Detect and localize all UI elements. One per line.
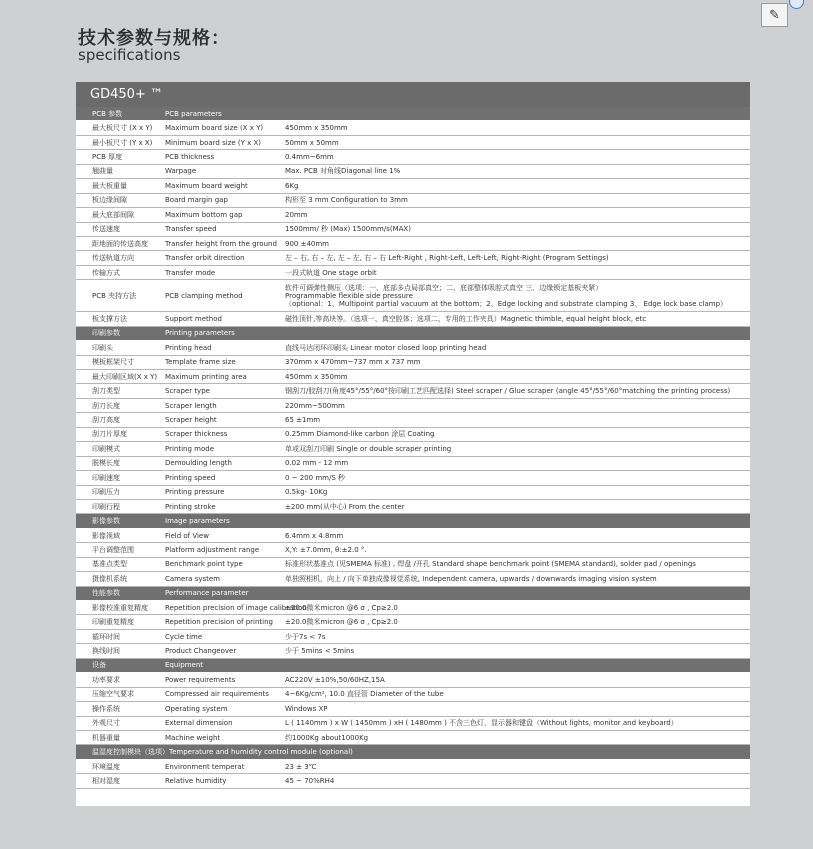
param-name-en: Environment temperat [165, 762, 245, 771]
spec-row [76, 356, 750, 370]
param-value: Windows XP [285, 704, 328, 713]
param-name-en: PCB clamping method [165, 291, 243, 300]
param-name-en: Scraper thickness [165, 430, 228, 439]
param-name-cn: 传送速度 [92, 225, 120, 234]
page-subtitle: specifications [78, 46, 181, 64]
spec-row [76, 121, 750, 135]
param-value: 1500mm/ 秒 (Max) 1500mm/s(MAX) [285, 225, 411, 234]
edit-button[interactable] [761, 3, 788, 27]
param-name-en: Scraper length [165, 401, 217, 410]
param-name-cn: 刮刀类型 [92, 387, 120, 396]
param-name-en: Compressed air requirements [165, 690, 269, 699]
spec-row [76, 673, 750, 687]
param-name-en: Product Changeover [165, 647, 237, 656]
param-value: 一段式轨道 One stage orbit [285, 268, 377, 277]
param-value: 左 – 右, 右 – 左, 左 – 左, 右 – 右 Left-Right , Right-Left, Left-Left, Right-Right (Program Settings) [285, 254, 609, 263]
param-name-cn: 板边缘间隙 [92, 196, 127, 205]
param-name-en: Board margin gap [165, 196, 228, 205]
param-value: 少于 5mins < 5mins [285, 647, 355, 656]
param-name-en: Repetition precision of image calibration [165, 603, 307, 612]
param-value: ±20.0微米micron @6 σ , Cp≥2.0 [285, 618, 398, 627]
param-name-cn: 基准点类型 [92, 560, 127, 569]
param-name-cn: 机器重量 [92, 733, 120, 742]
section-header [76, 327, 750, 341]
param-name-cn: 刮刀片厚度 [92, 430, 127, 439]
param-value: 450mm x 350mm [285, 124, 348, 133]
param-name-cn: PCB 夹持方法 [92, 291, 137, 300]
spec-row [76, 266, 750, 280]
param-value: X,Y: ±7.0mm, θ:±2.0 °. [285, 545, 367, 554]
param-name-en: Maximum bottom gap [165, 210, 243, 219]
param-name-en: Scraper height [165, 416, 217, 425]
spec-row [76, 702, 750, 716]
section-title: 温湿度控制模块（选项）Temperature and humidity control module (optional) [92, 748, 353, 757]
param-name-cn: 印刷压力 [92, 488, 120, 497]
param-name-cn: 影像校准重复精度 [92, 603, 148, 612]
param-name-cn: 脱模长度 [92, 459, 120, 468]
param-name-cn: 板支撑方法 [92, 314, 127, 323]
spec-row [76, 630, 750, 644]
param-name-en: Machine weight [165, 733, 221, 742]
section-title-en: Equipment [165, 661, 203, 670]
spec-row [76, 558, 750, 572]
param-name-en: Cycle time [165, 632, 203, 641]
param-value: 0.25mm Diamond-like carbon 涂层 Coating [285, 430, 435, 439]
param-name-en: Printing mode [165, 444, 215, 453]
param-value: 标准形状基准点 (见SMEMA 标准) , 焊盘 /开孔 Standard shape benchmark point (SMEMA standard), solder pad / openings [285, 560, 696, 569]
param-value: 370mm x 470mm~737 mm x 737 mm [285, 358, 421, 367]
param-name-cn: 传输方式 [92, 268, 120, 277]
spec-row [76, 471, 750, 485]
section-title-en: PCB parameters [165, 109, 222, 118]
param-name-en: Relative humidity [165, 776, 227, 785]
spec-row [76, 223, 750, 237]
param-value: 少于7s < 7s [285, 632, 326, 641]
section-title-cn: 性能参数 [92, 589, 120, 598]
spec-row [76, 251, 750, 265]
param-name-cn: 传送轨道方向 [92, 254, 134, 263]
param-name-cn: 模板框架尺寸 [92, 358, 134, 367]
section-title-en: Image parameters [165, 517, 230, 526]
param-name-en: Transfer height from the ground [165, 239, 277, 248]
param-value: 直线马达闭环印刷头 Linear motor closed loop printing head [285, 343, 487, 352]
param-name-en: Maximum board weight [165, 181, 248, 190]
spec-row [76, 688, 750, 702]
spec-row [76, 500, 750, 514]
param-value: 900 ±40mm [285, 239, 329, 248]
param-value: 220mm~500mm [285, 401, 345, 410]
param-name-cn: 相对湿度 [92, 776, 120, 785]
param-name-en: Printing stroke [165, 502, 216, 511]
spec-row [76, 572, 750, 586]
param-name-cn: 刮刀长度 [92, 401, 120, 410]
section-title-cn: 设备 [92, 661, 106, 670]
param-value: ±10.0微米micron @6 σ , Cp≥2.0 [285, 603, 398, 612]
spec-row [76, 543, 750, 557]
param-name-cn: 印刷模式 [92, 444, 120, 453]
param-name-en: Demoulding length [165, 459, 232, 468]
section-title-cn: 印刷参数 [92, 329, 120, 338]
section-title-cn: PCB 参数 [92, 109, 123, 118]
spec-row [76, 413, 750, 427]
spec-row [76, 384, 750, 398]
param-value: 单独照相机，向上 / 向下单独成像视觉系统, Independent camera, upwards / downwards imaging vision system [285, 574, 657, 583]
param-value: 23 ± 3℃ [285, 762, 317, 771]
param-name-en: Warpage [165, 167, 197, 176]
param-name-cn: 操作系统 [92, 704, 120, 713]
param-value: 20mm [285, 210, 308, 219]
param-value: 65 ±1mm [285, 416, 321, 425]
param-value: 6Kg [285, 181, 299, 190]
param-value: 6.4mm x 4.8mm [285, 531, 344, 540]
param-value: 0.4mm~6mm [285, 153, 334, 162]
section-header [76, 659, 750, 673]
param-name-en: Transfer speed [165, 225, 217, 234]
param-name-cn: 翘曲量 [92, 167, 113, 176]
param-name-en: PCB thickness [165, 153, 215, 162]
param-name-cn: 功率要求 [92, 675, 120, 684]
spec-row [76, 428, 750, 442]
param-name-cn: 压缩空气要求 [92, 690, 134, 699]
indicator-dot [789, 0, 804, 9]
param-name-cn: 影像视域 [92, 531, 120, 540]
param-value: 4~6Kg/cm², 10.0 直径管 Diameter of the tube [285, 690, 444, 699]
param-value: 软件可调弹性侧压（选项：一、底部多点局部真空；二、底部整体吸腔式真空 三、边缘锁定基板夹紧） Programmable flexible side pressure （optional：1、Multipoint partial vacuum at the bottom；2、Edge locking and substrate clamping 3、 Edge lock base clamp） [285, 283, 728, 308]
param-name-en: Minimum board size (Y x X) [165, 138, 262, 147]
model-header: GD450+ ™ [76, 82, 750, 107]
spec-row [76, 529, 750, 543]
spec-row [76, 208, 750, 222]
section-title-en: Printing parameters [165, 329, 235, 338]
param-name-cn: 换线时间 [92, 647, 120, 656]
param-value: 45 ~ 70%RH4 [285, 776, 335, 785]
spec-row [76, 280, 750, 312]
param-name-en: External dimension [165, 719, 233, 728]
spec-table [76, 107, 750, 789]
spec-row [76, 731, 750, 745]
param-name-cn: 环境温度 [92, 762, 120, 771]
param-name-en: Printing pressure [165, 488, 225, 497]
spec-row [76, 136, 750, 150]
spec-row [76, 644, 750, 658]
param-name-en: Power requirements [165, 675, 236, 684]
param-name-en: Benchmark point type [165, 560, 243, 569]
param-name-cn: 最大板重量 [92, 181, 127, 190]
param-value: 0.02 mm - 12 mm [285, 459, 349, 468]
page-title: 技术参数与规格： [78, 28, 230, 49]
param-value: Max. PCB 对角线Diagonal line 1% [285, 167, 401, 176]
spec-row [76, 165, 750, 179]
param-name-cn: 最小板尺寸 (Y x X) [92, 138, 153, 147]
spec-row [76, 179, 750, 193]
spec-row [76, 312, 750, 326]
param-name-cn: 印刷行程 [92, 502, 120, 511]
param-name-en: Transfer orbit direction [165, 254, 245, 263]
param-name-en: Operating system [165, 704, 228, 713]
param-name-en: Scraper type [165, 387, 210, 396]
param-name-cn: 最大板尺寸 (X x Y) [92, 124, 153, 133]
param-name-cn: 印刷头 [92, 343, 113, 352]
param-value: L ( 1140mm ) x W ( 1450mm ) xH ( 1480mm ) 不含三色灯，显示器和键盘（Without lights, monitor and keyboard） [285, 719, 678, 728]
spec-row [76, 457, 750, 471]
spec-row [76, 194, 750, 208]
param-name-en: Camera system [165, 574, 221, 583]
param-name-cn: 外观尺寸 [92, 719, 120, 728]
param-name-en: Field of View [165, 531, 209, 540]
param-name-cn: 平台调整范围 [92, 545, 134, 554]
param-value: 构形至 3 mm Configuration to 3mm [285, 196, 408, 205]
param-name-cn: 循环时间 [92, 632, 120, 641]
section-title-cn: 影像参数 [92, 517, 120, 526]
param-value: 0.5kg- 10Kg [285, 488, 328, 497]
param-name-en: Platform adjustment range [165, 545, 260, 554]
spec-row [76, 717, 750, 731]
param-name-en: Maximum printing area [165, 372, 247, 381]
param-name-cn: 最大印刷区域(X x Y) [92, 372, 158, 381]
param-name-cn: PCB 厚度 [92, 153, 123, 162]
param-value: 50mm x 50mm [285, 138, 339, 147]
param-value: 单或双刮刀印刷 Single or double scraper printing [285, 444, 452, 453]
param-name-en: Printing head [165, 343, 212, 352]
param-name-cn: 印刷重复精度 [92, 618, 134, 627]
param-name-cn: 摄像机系统 [92, 574, 127, 583]
section-title-en: Performance parameter [165, 589, 249, 598]
spec-row [76, 601, 750, 615]
spec-row [76, 370, 750, 384]
spec-sheet [76, 82, 750, 806]
spec-row [76, 615, 750, 629]
param-name-cn: 印刷速度 [92, 473, 120, 482]
param-value: 磁性顶针,等高块等。（选项一、真空腔体；选项二、专用的工作夹具）Magnetic thimble, equal height block, etc [285, 314, 647, 323]
param-name-en: Printing speed [165, 473, 216, 482]
spec-row [76, 442, 750, 456]
param-value: 450mm x 350mm [285, 372, 348, 381]
param-name-en: Transfer mode [165, 268, 216, 277]
param-name-cn: 距地面的传送高度 [92, 239, 148, 248]
spec-row [76, 341, 750, 355]
param-name-en: Support method [165, 314, 222, 323]
section-header [76, 587, 750, 601]
param-name-en: Repetition precision of printing [165, 618, 273, 627]
section-header [76, 514, 750, 528]
spec-row [76, 774, 750, 788]
param-name-en: Maximum board size (X x Y) [165, 124, 264, 133]
param-value: AC220V ±10%,50/60HZ,15A [285, 675, 385, 684]
param-value: 约1000Kg about1000Kg [285, 733, 369, 742]
param-name-cn: 刮刀高度 [92, 416, 120, 425]
spec-row [76, 486, 750, 500]
param-value: ±200 mm(从中心) From the center [285, 502, 405, 511]
spec-row [76, 760, 750, 774]
spec-row [76, 237, 750, 251]
spec-row [76, 150, 750, 164]
section-header [76, 745, 750, 759]
param-name-cn: 最大底部间隙 [92, 210, 134, 219]
edit-pencil-icon: ✎ [769, 7, 780, 23]
param-name-en: Template frame size [165, 358, 236, 367]
param-value: 0 ~ 200 mm/S 秒 [285, 473, 346, 482]
section-header [76, 107, 750, 121]
param-value: 钢刮刀/胶刮刀(角度45°/55°/60°按印刷工艺匹配选择) Steel scraper / Glue scraper (angle 45°/55°/60°matching the printing process) [285, 387, 731, 396]
spec-row [76, 399, 750, 413]
